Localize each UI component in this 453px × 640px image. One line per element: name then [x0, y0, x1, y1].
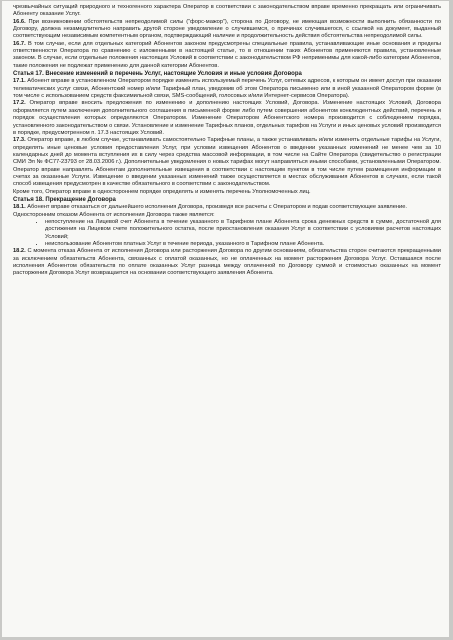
document-page — [2, 1, 449, 637]
clause-text: Абонент вправе в установленном Оператором порядке изменить используемый перечень Услуг, сетевых адресов, к которым он имеет доступ при оказании телематических услуг связи, Абонентский номер и/или Тарифный план, уведомив об этом Оператора письменно или в иной указанной Оператором форме (в том числе с использованием средств факсимильной связи, SMS-сообщений, голосовых и/или Интернет-сервисов Оператора). — [13, 78, 441, 100]
paragraph-unilateral-refusal: Односторонним отказом Абонента от исполнения Договора также является: — [13, 211, 215, 218]
clause-number: 17.3. — [13, 137, 26, 144]
clause-17-2 — [13, 100, 441, 137]
clause-text: Оператор вправе, в любом случае, устанавливать самостоятельно Тарифные планы, а также устанавливать и/или изменять отдельные тарифы на Услуги, определять иные ценовые условия предоставления Услуг, при условии извещения Абонентов о введении указанных изменений не менее чем за 10 календарных дней до момента вступления их в силу через средства массовой информации, в том числе на Сайте Оператора (свидетельство о регистрации СМИ Эл № ФС77-23793 от 28.03.2006 г.). Дополнительные уведомления о новых тарифах могут направляться иными способами, установленными Оператором. Оператор вправе направлять Абонентам дополнительные извещения в соответствии с настоящим пунктом в том числе путем размещения информации в счетах за оказанные Услуги. Извещение о введении указанных изменений также осуществляется в местах обслуживания Абонентов в случаях, если такой способ извещения предусмотрен в качестве обязательного в соответствии с законодательством. — [13, 137, 441, 188]
clause-number: 16.6. — [13, 18, 26, 25]
paragraph-force-majeure-tail: чрезвычайных ситуаций природного и техногенного характера Оператор в соответствии с законодательством вправе временно прекращать или ограничивать Абоненту оказание Услуг. — [13, 4, 441, 18]
list-item: • неиспользование Абонентом платных Услуг в течение периода, указанного в Тарифном плане Абонента. — [45, 241, 441, 248]
clause-17-1 — [13, 78, 441, 100]
refusal-list — [13, 219, 441, 248]
clause-text: При возникновении обстоятельств непреодолимой силы (“форс-мажор”), сторона по Договору, не имеющая возможности выполнить обязанности по Договору, должна незамедлительно направить другой стороне уведомление о случившемся, о причинах случившегося, с ссылкой на документ, выданный соответствующим независимым компетентным органом, подтверждающий наличие и продолжительность действия обстоятельства непреодолимой силы. — [13, 18, 441, 40]
clause-number: 18.2. — [13, 248, 26, 255]
clause-18-1 — [13, 204, 441, 211]
article-17-heading: Статья 17. Внесение изменений в перечень Услуг, настоящие Условия и иные условия Договора — [13, 71, 302, 78]
clause-number: 16.7. — [13, 40, 26, 47]
paragraph-authorized-persons: Кроме того, Оператор вправе в одностороннем порядке определять и изменять перечень Уполномоченных лиц. — [13, 188, 311, 195]
clause-text: Оператор вправе вносить предложения по изменению и дополнению настоящих Условий, Договора. Изменение настоящих Условий, Договора оформляется путем заключения дополнительного соглашения в письменной форме либо путем совершения абонентом конклюдентных действий, перечень и порядок осуществления которых определяются Оператором. Изменение Оператором Абонентского номера производится с соблюдением порядка, установленного законодательством о связи. Установление и изменение Тарифных планов, отдельных тарифов на Услуги и иных ценовых условий производится в порядке, предусмотренном п. 17.3 настоящих Условий. — [13, 100, 441, 136]
clause-text: С момента отказа Абонента от исполнения Договора или расторжения Договора по другим основаниям, обязательства сторон считаются прекращенными за исключением обязательств Абонента, связанных с оплатой оказанных, но не оплаченных на момент расторжения Договора Услуг. Оставшаяся после исполнения Абонентом обязательств по оплате оказанных Услуг разница между оплаченной по Договору суммой и стоимостью оказанных на момент расторжения Договора Услуг возвращается на основании соответствующего заявления Абонента. — [13, 248, 441, 277]
clause-16-7 — [13, 41, 441, 70]
clause-number: 17.2. — [13, 100, 26, 107]
clause-18-2 — [13, 248, 441, 277]
list-item: • непоступление на Лицевой счет Абонента в течение указанного в Тарифном плане Абонента срока денежных средств в сумме, достаточной для достижения на Лицевом счете положительного остатка, после приостановления оказания Услуг в соответствии с условиями расчетов настоящих Условий; — [45, 219, 441, 241]
clause-text: Абонент вправе отказаться от дальнейшего исполнения Договора, произведя все расчеты с Оператором и подав соответствующее заявление. — [27, 204, 407, 211]
clause-16-6 — [13, 19, 441, 41]
clause-text: В том случае, если для отдельных категорий Абонентов законом предусмотрены специальные правила, устанавливающие иные основания и пределы ответственности Оператора по сравнению с изложенными в настоящей статье, то в отношении таких Абонентов применяются правила, установленные законом. В случае, если отдельные положения настоящих Условий в соответствии с законодательством РФ неприменимы для какой-либо категории Абонентов, такие положения не подлежат применению для данной категории Абонентов. — [13, 40, 441, 69]
clause-17-3 — [13, 137, 441, 188]
clause-number: 18.1. — [13, 204, 26, 211]
article-18-heading: Статья 18. Прекращение Договора — [13, 196, 116, 203]
clause-number: 17.1. — [13, 78, 26, 85]
